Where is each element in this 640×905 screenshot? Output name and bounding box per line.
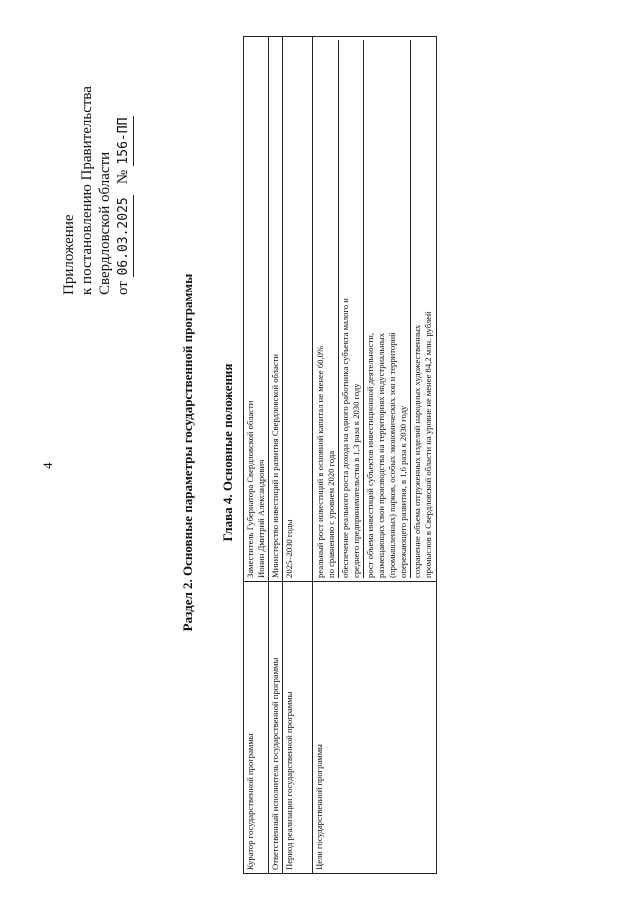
goal-item: [339, 40, 364, 578]
goal-line: по сравнению с уровнем 2020 года: [326, 450, 336, 578]
decree-number: 156-ПП: [115, 116, 134, 166]
row-value: [283, 37, 313, 582]
goal-line: сохранение объема отгруженных изделий народных художественных: [412, 324, 422, 578]
row-value: [269, 37, 283, 582]
appendix-line-1: Приложение: [61, 214, 77, 295]
appendix-date-line: [114, 25, 134, 295]
value-line: Ионин Дмитрий Александрович: [256, 459, 266, 578]
table-row-goals: [313, 37, 437, 874]
chapter-title: Глава 4. Основные положения: [220, 363, 235, 542]
section-title: Раздел 2. Основные параметры государственной программы: [180, 273, 195, 632]
row-value: [244, 37, 269, 582]
goal-line: (промышленных) парков, особых экономических зон и территорий: [387, 332, 397, 578]
goal-item: [364, 40, 411, 578]
goal-line: реальный рост инвестиций в основной капитал не менее 60,0%: [315, 345, 325, 578]
appendix-line-3: Свердловской области: [97, 151, 113, 295]
goal-item: [411, 40, 435, 578]
date-prefix: от: [115, 281, 131, 295]
goal-line: обеспечение реального роста дохода на одного работника субъекта малого и: [340, 298, 350, 578]
goal-item: [314, 40, 339, 578]
row-label: Ответственный исполнитель государственной программы: [269, 581, 283, 873]
decree-date: 06.03.2025: [115, 195, 134, 277]
appendix-line-2: к постановлению Правительства: [79, 86, 95, 295]
goal-line: размещающих свои производства на территориях индустриальных: [376, 333, 386, 578]
value-line: 2025–2030 годы: [284, 519, 294, 578]
row-label: Цели государственной программы: [313, 581, 437, 873]
value-line: Министерство инвестиций и развития Свердловской области: [270, 354, 280, 578]
goal-line: рост объема инвестиций субъектов инвестиционной деятельности,: [365, 333, 375, 578]
goal-line: среднего предпринимательства в 1,3 раза к 2030 году: [351, 383, 361, 578]
table-row: [244, 37, 269, 874]
value-line: Заместитель Губернатора Свердловской области: [245, 400, 255, 578]
row-label: Период реализации государственной программы: [283, 581, 313, 873]
table-row: [283, 37, 313, 874]
parameters-table: [243, 36, 437, 874]
row-label: Куратор государственной программы: [244, 581, 269, 873]
goals-list: [313, 37, 437, 582]
number-prefix: №: [115, 169, 131, 185]
goal-line: опережающего развития, в 1,6 раза к 2030 году: [398, 405, 408, 578]
page-number: 4: [40, 462, 55, 469]
goal-line: промыслов в Свердловской области на уровне не менее 84,2 млн. рублей: [423, 311, 433, 578]
appendix-block: [60, 25, 134, 295]
table-row: [269, 37, 283, 874]
